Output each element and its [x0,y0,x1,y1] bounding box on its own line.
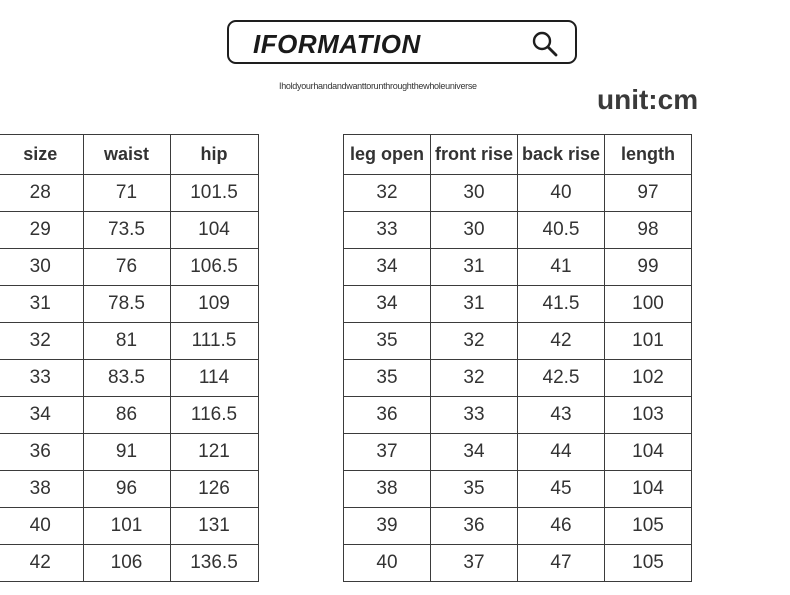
cell-waist: 91 [83,434,170,471]
cell-front-rise: 32 [431,323,518,360]
cell-leg-open: 35 [344,360,431,397]
cell-leg-open: 34 [344,249,431,286]
table-row [0,360,258,397]
tagline: Iholdyourhandandwanttorunthroughthewholeuniverse [279,81,477,91]
cell-back-rise: 47 [518,545,605,582]
cell-length: 103 [605,397,692,434]
cell-length: 105 [605,508,692,545]
cell-hip: 114 [170,360,258,397]
cell-size: 30 [0,249,83,286]
cell-front-rise: 34 [431,434,518,471]
cell-leg-open: 40 [344,545,431,582]
column-header-front-rise: front rise [431,135,518,175]
cell-front-rise: 35 [431,471,518,508]
table-row [344,249,692,286]
cell-back-rise: 42 [518,323,605,360]
table-row [0,286,258,323]
cell-back-rise: 43 [518,397,605,434]
cell-hip: 106.5 [170,249,258,286]
cell-length: 101 [605,323,692,360]
table-row [0,471,258,508]
cell-leg-open: 33 [344,212,431,249]
cell-leg-open: 38 [344,471,431,508]
cell-back-rise: 45 [518,471,605,508]
cell-waist: 101 [83,508,170,545]
cell-length: 105 [605,545,692,582]
cell-front-rise: 36 [431,508,518,545]
cell-back-rise: 41.5 [518,286,605,323]
search-icon[interactable] [531,30,559,58]
search-box[interactable] [227,20,577,64]
cell-front-rise: 32 [431,360,518,397]
table-row [344,323,692,360]
table-row [344,471,692,508]
cell-front-rise: 37 [431,545,518,582]
length-table-header [344,135,692,175]
cell-size: 38 [0,471,83,508]
search-title: IFORMATION [253,29,421,59]
column-header-size: size [0,135,83,175]
cell-waist: 73.5 [83,212,170,249]
cell-back-rise: 44 [518,434,605,471]
cell-size: 33 [0,360,83,397]
cell-waist: 83.5 [83,360,170,397]
column-header-length: length [605,135,692,175]
cell-waist: 76 [83,249,170,286]
cell-leg-open: 32 [344,175,431,212]
table-row [344,212,692,249]
table-row [0,434,258,471]
cell-back-rise: 40 [518,175,605,212]
column-header-back-rise: back rise [518,135,605,175]
cell-waist: 96 [83,471,170,508]
table-row [0,545,258,582]
cell-hip: 121 [170,434,258,471]
cell-size: 42 [0,545,83,582]
cell-length: 100 [605,286,692,323]
cell-length: 97 [605,175,692,212]
cell-leg-open: 39 [344,508,431,545]
cell-length: 99 [605,249,692,286]
cell-size: 36 [0,434,83,471]
table-row [344,175,692,212]
cell-hip: 131 [170,508,258,545]
cell-back-rise: 41 [518,249,605,286]
size-table-header [0,135,258,175]
length-table [343,134,692,582]
table-row [344,545,692,582]
table-row [344,286,692,323]
cell-hip: 116.5 [170,397,258,434]
cell-waist: 86 [83,397,170,434]
cell-front-rise: 31 [431,286,518,323]
cell-front-rise: 33 [431,397,518,434]
cell-hip: 136.5 [170,545,258,582]
table-row [0,397,258,434]
table-row [0,212,258,249]
cell-waist: 81 [83,323,170,360]
table-row [344,360,692,397]
table-row [0,249,258,286]
size-table [0,134,259,582]
column-header-hip: hip [170,135,258,175]
cell-hip: 126 [170,471,258,508]
unit-label: unit:cm [597,84,699,115]
cell-waist: 106 [83,545,170,582]
table-row [344,508,692,545]
cell-length: 102 [605,360,692,397]
cell-hip: 104 [170,212,258,249]
cell-size: 28 [0,175,83,212]
cell-size: 31 [0,286,83,323]
table-row [0,323,258,360]
table-row [344,434,692,471]
cell-waist: 71 [83,175,170,212]
cell-front-rise: 30 [431,175,518,212]
cell-length: 104 [605,471,692,508]
cell-length: 98 [605,212,692,249]
cell-leg-open: 37 [344,434,431,471]
table-row [0,175,258,212]
cell-back-rise: 46 [518,508,605,545]
table-row [344,397,692,434]
cell-size: 32 [0,323,83,360]
cell-front-rise: 31 [431,249,518,286]
column-header-leg-open: leg open [344,135,431,175]
cell-hip: 101.5 [170,175,258,212]
cell-size: 40 [0,508,83,545]
cell-back-rise: 42.5 [518,360,605,397]
cell-leg-open: 36 [344,397,431,434]
cell-size: 29 [0,212,83,249]
cell-leg-open: 35 [344,323,431,360]
cell-size: 34 [0,397,83,434]
cell-hip: 109 [170,286,258,323]
cell-length: 104 [605,434,692,471]
column-header-waist: waist [83,135,170,175]
cell-leg-open: 34 [344,286,431,323]
cell-back-rise: 40.5 [518,212,605,249]
cell-hip: 111.5 [170,323,258,360]
cell-front-rise: 30 [431,212,518,249]
table-row [0,508,258,545]
cell-waist: 78.5 [83,286,170,323]
